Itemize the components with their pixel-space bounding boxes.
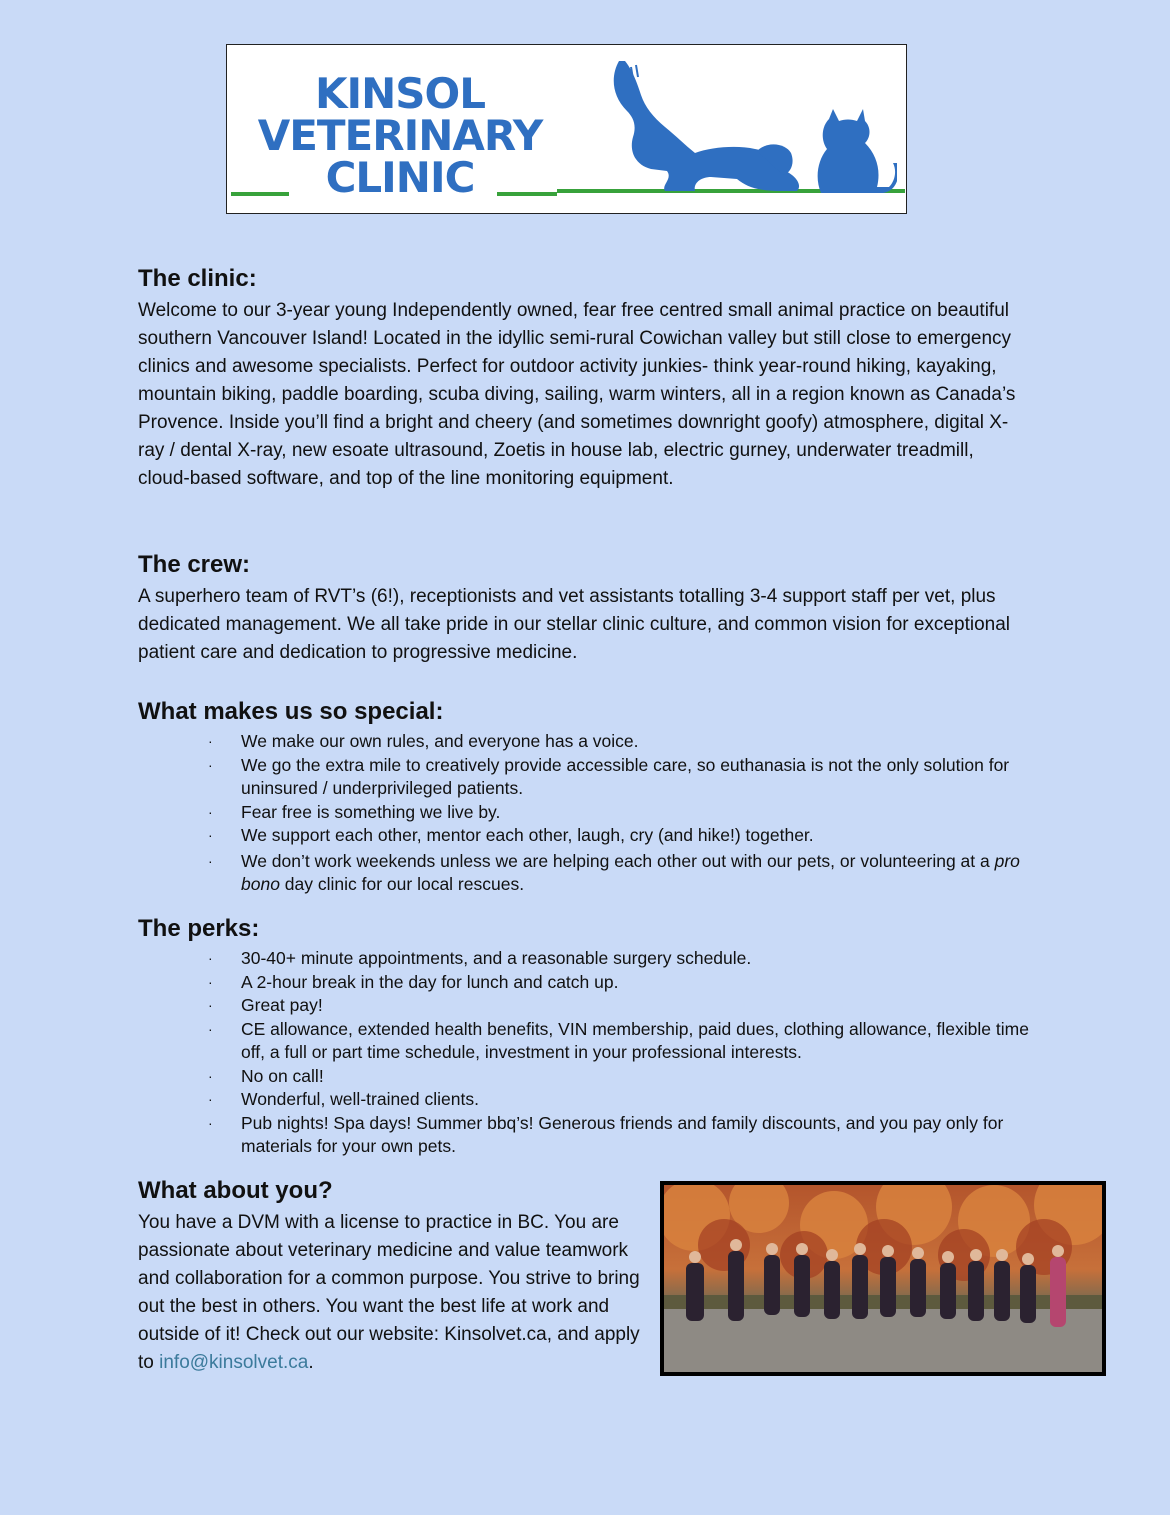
logo-line-1: KINSOL <box>314 69 486 118</box>
you-section <box>138 1176 648 1377</box>
logo-green-line-mid <box>497 192 557 196</box>
list-item: · We don’t work weekends unless we are helping each other out with our pets, or volunteering at a pro bono day clinic for our local rescues. <box>208 850 1020 894</box>
you-heading: What about you? <box>138 1177 333 1204</box>
special-heading: What makes us so special: <box>138 698 444 725</box>
list-item: · Wonderful, well-trained clients. <box>138 1088 1031 1112</box>
logo-wordmark <box>235 69 565 202</box>
special-list <box>138 730 1031 897</box>
list-item: · 30-40+ minute appointments, and a reasonable surgery schedule. <box>138 947 1031 971</box>
bullet-icon: · <box>208 997 213 1013</box>
bullet-icon: · <box>208 756 213 773</box>
perks-section <box>138 914 1031 1159</box>
logo-green-line-left <box>231 192 289 196</box>
perks-heading: The perks: <box>138 915 260 942</box>
crew-heading: The crew: <box>138 551 251 578</box>
email-link[interactable]: info@kinsolvet.ca <box>159 1352 309 1373</box>
bullet-icon: · <box>208 733 213 749</box>
bullet-icon: · <box>208 1091 213 1107</box>
crew-section <box>138 550 1028 667</box>
list-item: · Pub nights! Spa days! Summer bbq’s! Generous friends and family discounts, and you pay only for materials for your own pets. <box>208 1112 1004 1156</box>
team-photo <box>660 1181 1106 1376</box>
list-item: · We support each other, mentor each other, laugh, cry (and hike!) together. <box>138 824 1031 848</box>
bullet-icon: · <box>208 1020 213 1037</box>
list-item: · We make our own rules, and everyone has a voice. <box>138 730 1031 754</box>
team-photo-image <box>664 1185 1102 1372</box>
logo-line-3: CLINIC <box>325 153 475 202</box>
list-item: · No on call! <box>138 1065 1031 1089</box>
list-item: · Fear free is something we live by. <box>138 801 1031 825</box>
clinic-body: Welcome to our 3-year young Independently owned, fear free centred small animal practice on beautiful southern Vancouver Island! Located in the idyllic semi-rural Cowichan valley but still close to emergency clinics and awesome specialists. Perfect for outdoor activity junkies- think year-round hiking, kayaking, mountain biking, paddle boarding, scuba diving, sailing, warm winters, all in a region known as Canada’s Provence. Inside you’ll find a bright and cheery (and sometimes downright goofy) atmosphere, digital X-ray / dental X-ray, new esoate ultrasound, Zoetis in house lab, electric gurney, underwater treadmill, cloud-based software, and top of the line monitoring equipment. <box>138 300 1016 489</box>
bullet-icon: · <box>208 827 213 843</box>
logo-line-2: VETERINARY <box>257 111 543 160</box>
clinic-section <box>138 264 1028 493</box>
crew-body: A superhero team of RVT’s (6!), receptionists and vet assistants totalling 3-4 support staff per vet, plus dedicated management. We all take pride in our stellar clinic culture, and common vision for exceptional patient care and dedication to progressive medicine. <box>138 586 1010 663</box>
bullet-icon: · <box>208 1114 213 1131</box>
bullet-icon: · <box>208 950 213 966</box>
bullet-icon: · <box>208 1067 213 1084</box>
you-body: You have a DVM with a license to practice in BC. You are passionate about veterinary medicine and value teamwork and collaboration for a common purpose. You strive to bring out the best in others. You want the best life at work and outside of it! Check out our website: Kinsolvet.ca, and apply to info@kinsolvet.ca. <box>138 1212 640 1373</box>
list-item: · Great pay! <box>138 994 1031 1018</box>
clinic-heading: The clinic: <box>138 265 257 292</box>
bullet-icon: · <box>208 973 213 990</box>
pro-bono-text: pro bono <box>241 850 1020 894</box>
bullet-icon: · <box>208 852 213 869</box>
list-item: · We go the extra mile to creatively provide accessible care, so euthanasia is not the only solution for uninsured / underprivileged patients. <box>208 754 1010 798</box>
perks-list <box>138 947 1031 1159</box>
list-item: · A 2-hour break in the day for lunch and catch up. <box>138 971 1031 995</box>
special-section <box>138 697 1031 897</box>
list-item: · CE allowance, extended health benefits, VIN membership, paid dues, clothing allowance, flexible time off, a full or part time schedule, investment in your professional interests. <box>208 1018 1029 1062</box>
clinic-logo <box>226 44 907 214</box>
bullet-icon: · <box>208 803 213 820</box>
dog-cat-icon <box>607 55 897 195</box>
